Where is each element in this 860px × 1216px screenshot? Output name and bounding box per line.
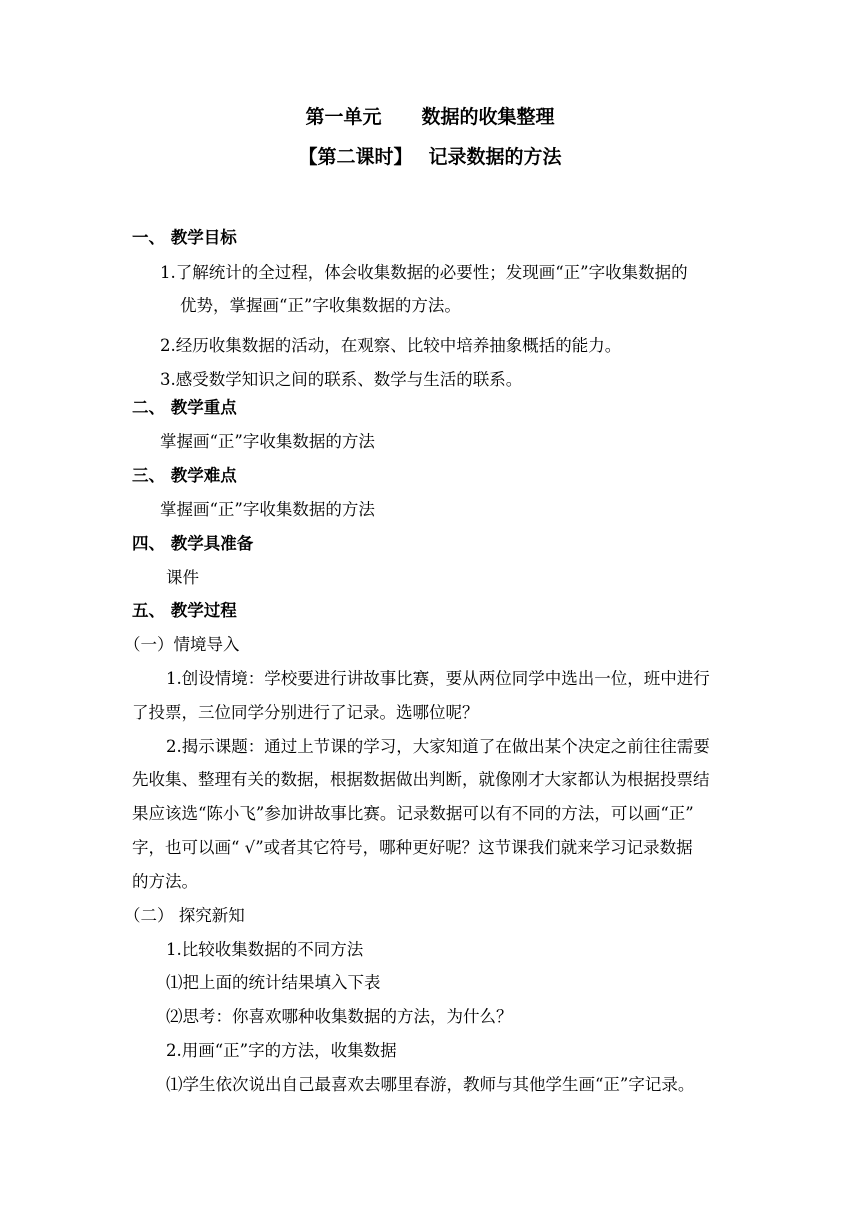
materials-text: 课件 bbox=[166, 568, 199, 587]
intro-para-2-line-4: 字，也可以画“ √”或者其它符号，哪种更好呢？这节课我们就来学习记录数据 bbox=[132, 838, 693, 857]
intro-para-2-line-5: 的方法。 bbox=[132, 872, 198, 891]
lesson-label: 【第二课时】 bbox=[298, 146, 413, 168]
goal-2: 2.经历收集数据的活动，在观察、比较中培养抽象概括的能力。 bbox=[160, 336, 622, 355]
goal-1-line-2: 优势，掌握画“正”字收集数据的方法。 bbox=[180, 296, 461, 315]
intro-para-1-line-2: 了投票，三位同学分别进行了记录。选哪位呢？ bbox=[132, 703, 479, 722]
intro-para-2-line-1: 2.揭示课题：通过上节课的学习，大家知道了在做出某个决定之前往往需要 bbox=[166, 737, 710, 756]
unit-title bbox=[0, 104, 860, 130]
section-heading-materials: 四、 教学具准备 bbox=[132, 534, 254, 553]
section-heading-difficulty: 三、 教学难点 bbox=[132, 466, 237, 485]
goal-1-line-1: 1.了解统计的全过程，体会收集数据的必要性；发现画“正”字收集数据的 bbox=[160, 263, 688, 282]
intro-para-2-line-3: 果应该选“陈小飞”参加讲故事比赛。记录数据可以有不同的方法，可以画“正” bbox=[132, 804, 694, 823]
explore-item-2: 2.用画“正”字的方法，收集数据 bbox=[166, 1041, 397, 1060]
key-point-text: 掌握画“正”字收集数据的方法 bbox=[160, 432, 375, 451]
lesson-title bbox=[0, 144, 860, 170]
explore-item-1b: ⑵思考：你喜欢哪种收集数据的方法，为什么？ bbox=[166, 1007, 513, 1026]
intro-para-2-line-2: 先收集、整理有关的数据，根据数据做出判断，就像刚才大家都认为根据投票结 bbox=[132, 770, 710, 789]
explore-item-1: 1.比较收集数据的不同方法 bbox=[166, 940, 364, 959]
explore-item-1a: ⑴把上面的统计结果填入下表 bbox=[166, 973, 381, 992]
section-heading-process: 五、 教学过程 bbox=[132, 601, 237, 620]
subsection-intro: （一）情境导入 bbox=[124, 635, 240, 654]
intro-para-1-line-1: 1.创设情境：学校要进行讲故事比赛，要从两位同学中选出一位，班中进行 bbox=[166, 669, 710, 688]
explore-item-2a: ⑴学生依次说出自己最喜欢去哪里春游，教师与其他学生画“正”字记录。 bbox=[166, 1075, 695, 1094]
section-heading-goals: 一、 教学目标 bbox=[132, 228, 237, 247]
unit-name: 数据的收集整理 bbox=[421, 106, 555, 128]
lesson-name: 记录数据的方法 bbox=[428, 146, 562, 168]
difficulty-text: 掌握画“正”字收集数据的方法 bbox=[160, 500, 375, 519]
subsection-explore: （二） 探究新知 bbox=[124, 906, 245, 925]
unit-label: 第一单元 bbox=[305, 106, 382, 128]
goal-3: 3.感受数学知识之间的联系、数学与生活的联系。 bbox=[160, 370, 523, 389]
section-heading-key-point: 二、 教学重点 bbox=[132, 398, 237, 417]
